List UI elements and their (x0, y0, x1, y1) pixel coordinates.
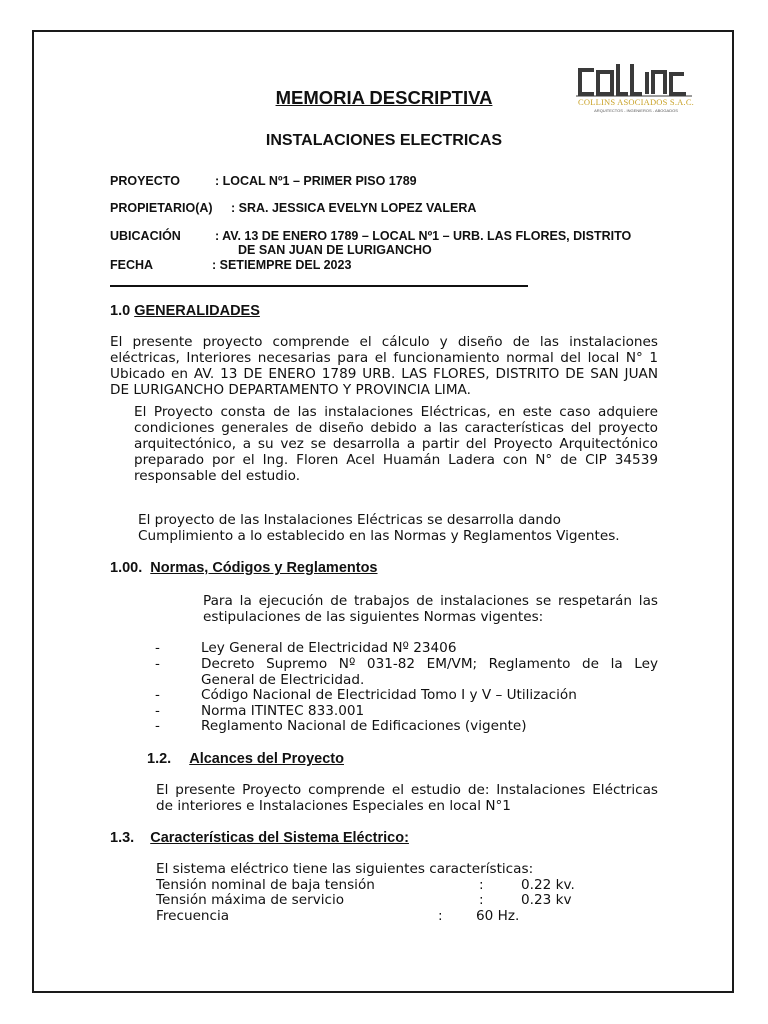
section-1-00-heading (110, 560, 378, 576)
list-item-text: Reglamento Nacional de Edificaciones (vigente) (201, 718, 527, 734)
section-1-0-title: GENERALIDADES (134, 303, 260, 319)
normas-intro: Para la ejecución de trabajos de instalaciones se respetarán las estipulaciones de las siguientes Normas vigentes: (203, 593, 658, 625)
proyecto-value: : LOCAL Nº1 – PRIMER PISO 1789 (215, 174, 417, 188)
spec-label: Tensión nominal de baja tensión (156, 877, 375, 893)
generalidades-paragraph-2: El Proyecto consta de las instalaciones Eléctricas, en este caso adquiere condiciones generales de diseño debido a las características del proyecto arquitectónico, a su vez se desarrolla a partir del Proyecto Arquitectónico preparado por el Ing. Floren Acel Huamán Ladera con N° de CIP 34539 responsable del estudio. (134, 404, 658, 484)
document-subtitle: INSTALACIONES ELECTRICAS (265, 132, 503, 149)
section-1-0-number: 1.0 (110, 303, 131, 319)
alcances-body: El presente Proyecto comprende el estudio de: Instalaciones Eléctricas de interiores e Instalaciones Especiales en local N°1 (156, 782, 658, 814)
list-item-text: Código Nacional de Electricidad Tomo I y V – Utilización (201, 687, 577, 703)
generalidades-paragraph-3-line1: El proyecto de las Instalaciones Eléctricas se desarrolla dando (138, 512, 561, 528)
section-1-3-heading (110, 830, 409, 846)
fecha-label: FECHA (110, 258, 154, 272)
spec-colon: : (479, 892, 484, 908)
spec-colon: : (438, 908, 443, 924)
list-item-text: Norma ITINTEC 833.001 (201, 703, 365, 719)
fecha-value: : SETIEMPRE DEL 2023 (212, 258, 352, 272)
header-divider (110, 285, 528, 287)
section-1-3-number: 1.3. (110, 830, 135, 846)
propietario-value: : SRA. JESSICA EVELYN LOPEZ VALERA (231, 201, 477, 215)
spec-value: 0.22 kv. (521, 877, 575, 893)
generalidades-paragraph-1: El presente proyecto comprende el cálculo y diseño de las instalaciones eléctricas, Interiores necesarias para el funcionamiento normal del local N° 1 Ubicado en AV. 13 DE ENERO 1789 URB. LAS FLORES, DISTRITO DE SAN JUAN DE LURIGANCHO DEPARTAMENTO Y PROVINCIA LIMA. (110, 334, 658, 398)
logo-tagline: ARQUITECTOS - INGENIEROS - ABOGADOS (594, 108, 678, 113)
generalidades-paragraph-3-line2: Cumplimiento a lo establecido en las Normas y Reglamentos Vigentes. (138, 528, 620, 544)
section-1-2-heading (147, 751, 344, 767)
ubicacion-value-line2: DE SAN JUAN DE LURIGANCHO (238, 243, 432, 257)
list-bullet: - (155, 703, 160, 719)
list-bullet: - (155, 718, 160, 734)
section-1-00-title: Normas, Códigos y Reglamentos (150, 560, 378, 576)
spec-label: Frecuencia (156, 908, 230, 924)
ubicacion-label: UBICACIÓN (110, 229, 181, 243)
spec-value: 60 Hz. (476, 908, 520, 924)
list-bullet: - (155, 640, 160, 656)
spec-colon: : (479, 877, 484, 893)
propietario-label: PROPIETARIO(A) (110, 201, 213, 215)
list-bullet: - (155, 656, 160, 672)
document-title: MEMORIA DESCRIPTIVA (275, 87, 493, 108)
section-1-2-title: Alcances del Proyecto (189, 751, 344, 767)
section-1-2-number: 1.2. (147, 751, 172, 767)
list-item-text: Decreto Supremo Nº 031-82 EM/VM; Reglamento de la Ley General de Electricidad. (201, 656, 658, 688)
spec-label: Tensión máxima de servicio (156, 892, 345, 908)
spec-value: 0.23 kv (521, 892, 572, 908)
section-1-0-heading (110, 303, 260, 319)
logo-company-name: COLLINS ASOCIADOS S.A.C. (577, 97, 695, 107)
list-bullet: - (155, 687, 160, 703)
list-item-text: Ley General de Electricidad Nº 23406 (201, 640, 457, 656)
caracteristicas-intro: El sistema eléctrico tiene las siguientes características: (156, 861, 534, 877)
section-1-3-title: Características del Sistema Eléctrico: (150, 830, 409, 846)
section-1-00-number: 1.00. (110, 560, 143, 576)
proyecto-label: PROYECTO (110, 174, 180, 188)
ubicacion-value-line1: : AV. 13 DE ENERO 1789 – LOCAL Nº1 – URB. LAS FLORES, DISTRITO (215, 229, 632, 243)
